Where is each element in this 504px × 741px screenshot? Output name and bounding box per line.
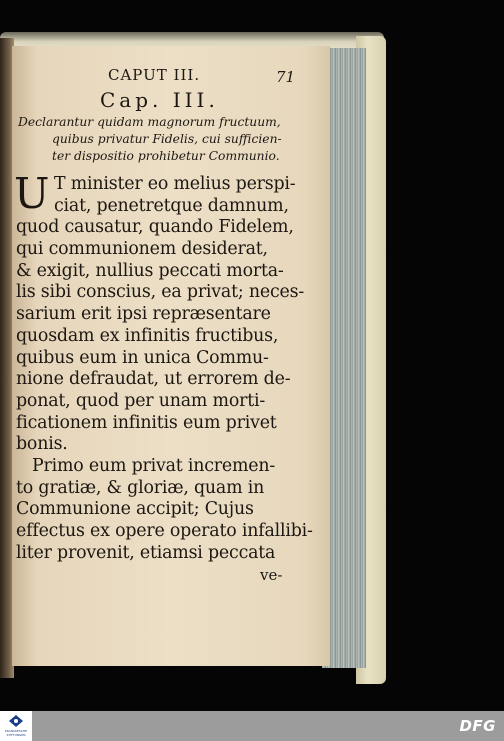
text-line: nione defraudat, ut errorem de- bbox=[16, 369, 291, 390]
text-line: ciat, penetretque damnum, bbox=[54, 195, 289, 216]
summary-line: Declarantur quidam magnorum fructuum, bbox=[18, 115, 281, 129]
body-text bbox=[14, 169, 318, 564]
library-logo[interactable] bbox=[0, 711, 32, 741]
text-line: ponat, quod per unam morti- bbox=[16, 390, 266, 411]
text-line: ficationem infinitis eum privet bbox=[16, 412, 277, 433]
catchword: ve- bbox=[260, 566, 283, 584]
book-page bbox=[12, 46, 330, 666]
text-line: Communione accipit; Cujus bbox=[16, 499, 254, 520]
summary-line: ter dispositio prohibetur Communio. bbox=[52, 149, 280, 163]
chapter-heading: Cap. III. bbox=[100, 88, 219, 112]
text-line: sarium erit ipsi repræsentare bbox=[16, 304, 271, 325]
chapter-summary bbox=[18, 114, 318, 165]
drop-initial: U bbox=[14, 169, 48, 218]
library-logo-text: FRANCKESCHE STIFTUNGEN bbox=[4, 729, 28, 737]
dfg-logo[interactable]: DFG bbox=[459, 717, 496, 735]
library-emblem-icon bbox=[9, 715, 23, 727]
page-number: 71 bbox=[276, 68, 296, 86]
viewer-footer bbox=[0, 711, 504, 741]
text-line: effectus ex opere operato infallibi- bbox=[16, 521, 313, 541]
running-head: CAPUT III. bbox=[108, 66, 201, 84]
text-line: quod causatur, quando Fidelem, bbox=[16, 217, 294, 238]
text-line: lis sibi conscius, ea privat; neces- bbox=[16, 282, 304, 303]
text-line: bonis. bbox=[16, 434, 68, 455]
text-line: & exigit, nullius peccati morta- bbox=[16, 260, 284, 281]
text-line: T minister eo melius perspi- bbox=[54, 174, 296, 194]
text-line: Primo eum privat incremen- bbox=[32, 455, 276, 476]
text-line: quosdam ex infinitis fructibus, bbox=[16, 325, 279, 346]
text-line: quibus eum in unica Commu- bbox=[16, 347, 269, 368]
text-line: qui communionem desiderat, bbox=[16, 239, 268, 260]
text-line: to gratiæ, & gloriæ, quam in bbox=[16, 477, 265, 498]
summary-line: quibus privatur Fidelis, cui sufficien- bbox=[52, 132, 282, 146]
text-line: liter provenit, etiamsi peccata bbox=[16, 542, 276, 563]
